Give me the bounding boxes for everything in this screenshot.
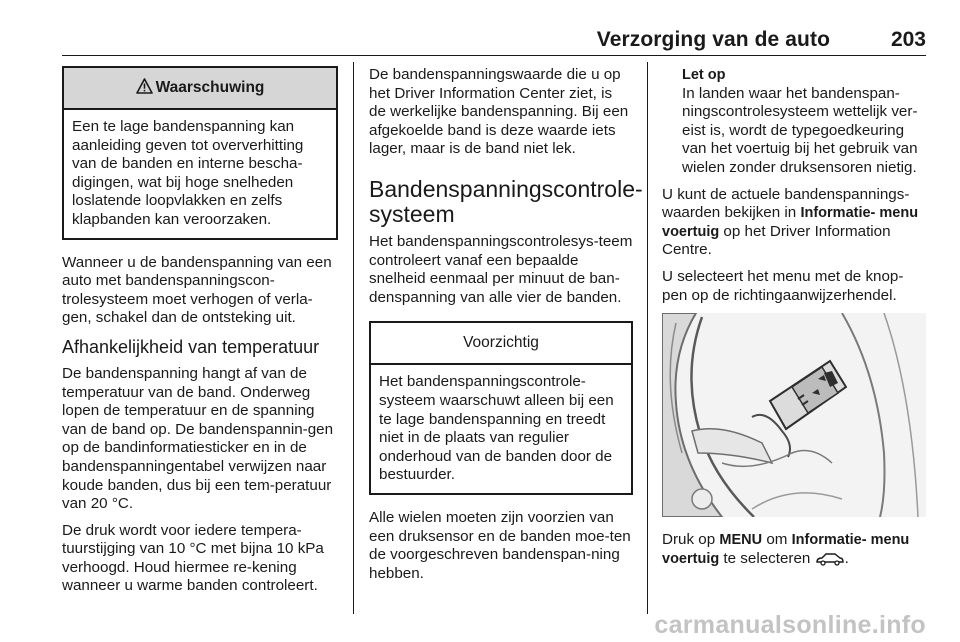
text-run: om xyxy=(762,531,792,549)
car-icon xyxy=(815,552,845,572)
page-header xyxy=(62,26,926,56)
paragraph: De druk wordt voor iedere tempera-tuurstijging van 10 °C met bijna 10 kPa verhoogd. Houd hiermee re-kening wanneer u warme banden controleert. xyxy=(62,521,324,595)
warning-box-body: Een te lage bandenspanning kan aanleiding geven tot oververhitting van de banden en interne bescha-digingen, wat bij hoge snelheden loslatende loopvlakken en zelfs klapbanden kan veroorzaken. xyxy=(72,118,304,228)
header-rule xyxy=(62,55,926,56)
page-number: 203 xyxy=(890,28,926,51)
warning-box-title: Waarschuwing xyxy=(155,79,265,96)
paragraph: De bandenspanning hangt af van de temperatuur van de band. Onderweg lopen de temperatuur en de spanning van de band op. De bandenspannin-gen op de bandinformatiesticker en in de bandenspanningentabel verwijzen naar koude banden, dus bij een tem-peratuur van 20 °C. xyxy=(62,364,334,513)
note-body: In landen waar het bandenspan-ningscontrolesysteem wettelijk ver-eist is, wordt de typegoedkeuring van het voertuig bij het gebruik van wielen zonder druksensoren nietig. xyxy=(682,84,918,176)
menu-button-label: MENU xyxy=(719,532,763,549)
text-run: op het Driver Information Centre. xyxy=(662,222,891,259)
warning-box xyxy=(62,66,338,240)
menu-reference: Informatie- menu voertuig xyxy=(662,532,910,567)
caution-box-body: Het bandenspanningscontrole-systeem waarschuwt alleen bij een te lage bandenspanning en treedt niet in de plaats van regulier onderhoud van de banden door de bestuurder. xyxy=(379,373,614,484)
warning-box-header xyxy=(64,68,336,110)
paragraph: Wanneer u de bandenspanning van een auto met bandenspanningscon-trolesysteem moet verhogen of verla-gen, schakel dan de ontsteking uit. xyxy=(62,253,332,327)
column-1 xyxy=(62,66,338,604)
note-block xyxy=(662,66,926,178)
watermark: carmanualsonline.info xyxy=(654,611,926,639)
chapter-heading: Bandenspanningscontrole-systeem xyxy=(369,175,643,227)
text-run: te selecteren xyxy=(719,549,815,567)
turn-signal-lever-photo xyxy=(662,313,926,517)
section-heading: Afhankelijkheid van temperatuur xyxy=(62,336,320,357)
caution-box xyxy=(369,321,633,495)
paragraph: U selecteert het menu met de knop-pen op de richtingaanwijzerhendel. xyxy=(662,267,904,304)
column-divider-2 xyxy=(647,62,648,614)
section-title: Verzorging van de auto xyxy=(596,28,830,51)
text-run: U kunt de actuele bandenspannings-waarden bekijken in xyxy=(662,185,910,222)
column-2 xyxy=(369,66,643,591)
text-run: Druk op xyxy=(662,531,720,549)
caution-box-header: Voorzichtig xyxy=(371,323,631,365)
note-title: Let op xyxy=(682,67,726,83)
paragraph: De bandenspanningswaarde die u op het Driver Information Center ziet, is de werkelijke bandenspanning. Bij een afgekoelde band is deze waarde iets lager, maar is de band niet lek. xyxy=(369,66,629,158)
paragraph xyxy=(662,186,926,260)
paragraph: Druk op MENU om Informatie- menu voertuig te selecteren . xyxy=(662,531,926,571)
warning-triangle-icon xyxy=(136,70,153,110)
paragraph: Alle wielen moeten zijn voorzien van een druksensor en de banden moe-ten de voorgeschreven bandenspan-ning hebben. xyxy=(369,508,631,582)
column-3 xyxy=(662,66,926,579)
paragraph: Het bandenspanningscontrolesys-teem controleert vanaf een bepaalde snelheid eenmaal per minuut de ban-denspanning van alle vier de banden. xyxy=(369,232,633,306)
column-divider-1 xyxy=(353,62,354,614)
menu-reference: Informatie- menu voertuig xyxy=(662,205,919,240)
